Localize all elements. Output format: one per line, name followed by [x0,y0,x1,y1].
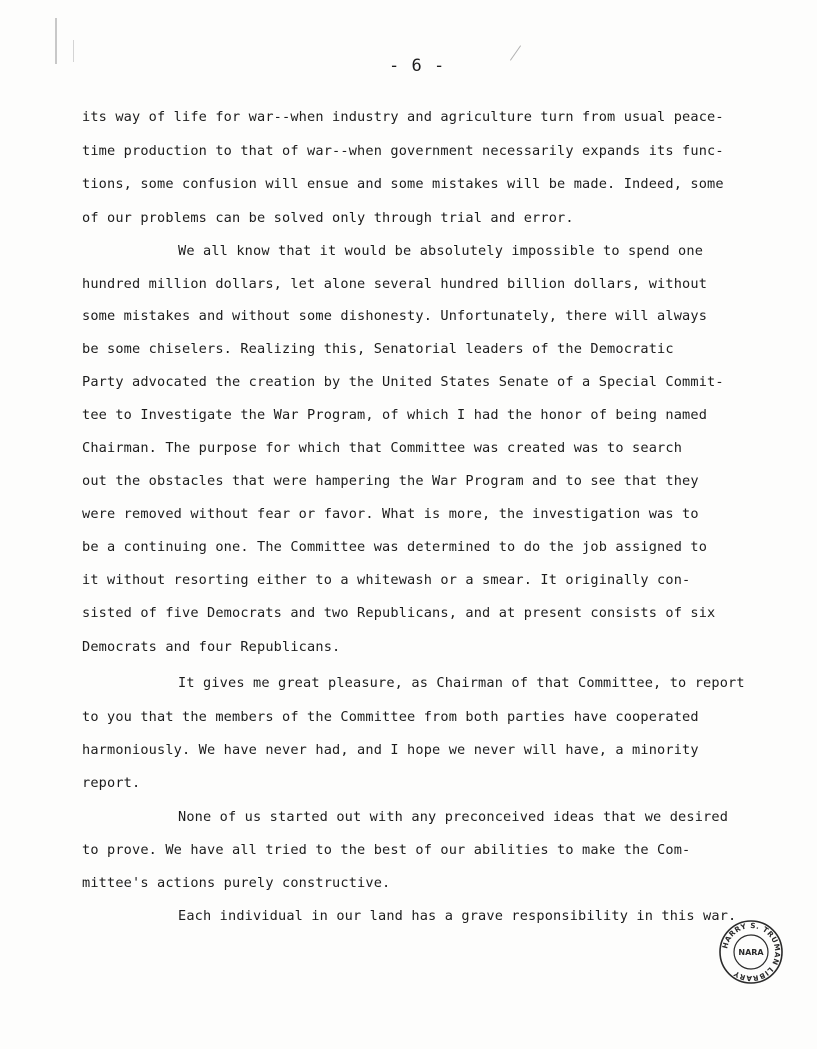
text-line: tions, some confusion will ensue and some mistakes will be made. Indeed, some [82,176,724,192]
text-line: be a continuing one. The Committee was determined to do the job assigned to [82,539,708,555]
pencil-stroke-mark [510,45,521,60]
text-line: None of us started out with any preconceived ideas that we desired [178,809,729,825]
page-number: - 6 - [389,56,446,76]
text-line: to you that the members of the Committee from both parties have cooperated [82,709,699,725]
text-line: time production to that of war--when government necessarily expands its func- [82,143,724,159]
text-line: Chairman. The purpose for which that Committee was created was to search [82,440,683,456]
stamp-ring-text: HARRY S. TRUMAN LIBRARY [720,920,783,984]
text-line: mittee's actions purely constructive. [82,875,391,891]
margin-scan-mark-2 [73,40,74,62]
text-line: out the obstacles that were hampering the War Program and to see that they [82,473,699,489]
text-line: tee to Investigate the War Program, of which I had the honor of being named [82,407,708,423]
text-line: harmoniously. We have never had, and I hope we never will have, a minority [82,742,699,758]
text-line: Democrats and four Republicans. [82,639,341,655]
text-line: it without resorting either to a whitewash or a smear. It originally con- [82,572,691,588]
text-line: report. [82,775,141,791]
text-line: We all know that it would be absolutely impossible to spend one [178,243,704,259]
text-line: be some chiselers. Realizing this, Senatorial leaders of the Democratic [82,341,674,357]
text-line: of our problems can be solved only through trial and error. [82,210,574,226]
text-line: to prove. We have all tried to the best of our abilities to make the Com- [82,842,691,858]
archive-stamp [717,918,785,986]
text-line: Each individual in our land has a grave responsibility in this war. [178,908,737,924]
truman-library-seal [717,918,785,986]
text-line: sisted of five Democrats and two Republicans, and at present consists of six [82,605,716,621]
text-line: It gives me great pleasure, as Chairman of that Committee, to report [178,675,745,691]
text-line: were removed without fear or favor. What is more, the investigation was to [82,506,699,522]
text-line: some mistakes and without some dishonesty. Unfortunately, there will always [82,308,708,324]
stamp-center-text: NARA [738,948,764,957]
text-line: Party advocated the creation by the United States Senate of a Special Commit- [82,374,724,390]
text-line: hundred million dollars, let alone several hundred billion dollars, without [82,276,708,292]
text-line: its way of life for war--when industry and agriculture turn from usual peace- [82,109,724,125]
margin-scan-mark [55,18,57,64]
